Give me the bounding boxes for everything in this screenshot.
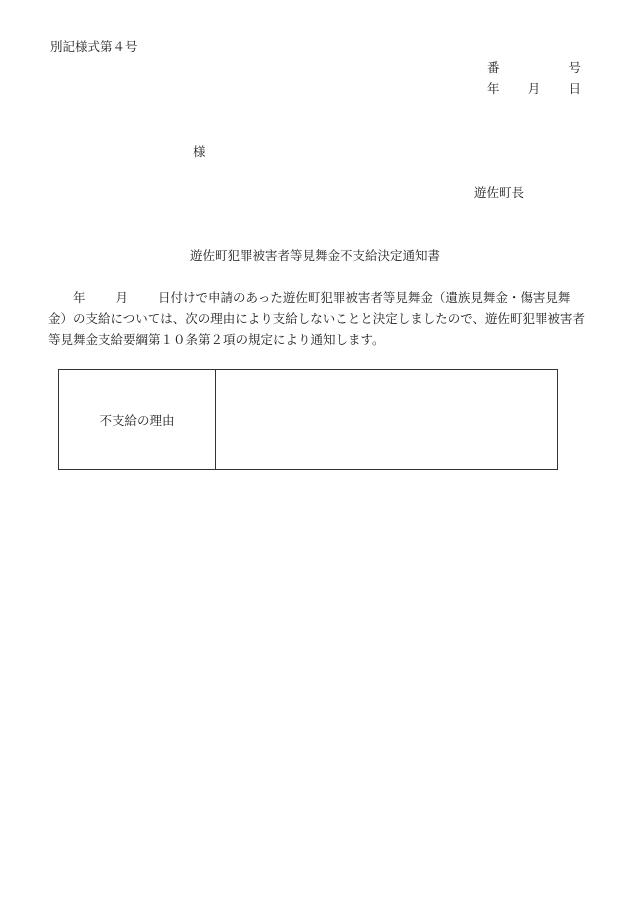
reason-value [216, 370, 557, 469]
date-day: 日 [568, 81, 581, 96]
document-number [487, 58, 581, 76]
date-year: 年 [487, 81, 500, 96]
body-year: 年 [73, 290, 86, 305]
reason-label: 不支給の理由 [59, 370, 216, 469]
date-month: 月 [527, 81, 541, 96]
sender: 遊佐町長 [474, 185, 525, 200]
document-title: 遊佐町犯罪被害者等見舞金不支給決定通知書 [189, 248, 440, 263]
reason-table [58, 369, 558, 470]
body-text: 日付けで申請のあった遊佐町犯罪被害者等見舞金（遺族見舞金・傷害見舞金）の支給については、次の理由により支給しないことと決定しましたので、遊佐町犯罪被害者等見舞金支給要綱第１０条第２項の規定により通知します。 [48, 290, 586, 347]
number-prefix: 番 [487, 60, 500, 75]
number-suffix: 号 [568, 60, 581, 75]
body-paragraph [48, 287, 586, 350]
addressee: 様 [193, 144, 206, 159]
body-month: 月 [115, 290, 129, 305]
document-date [487, 79, 581, 97]
form-number-label: 別記様式第４号 [50, 39, 138, 54]
